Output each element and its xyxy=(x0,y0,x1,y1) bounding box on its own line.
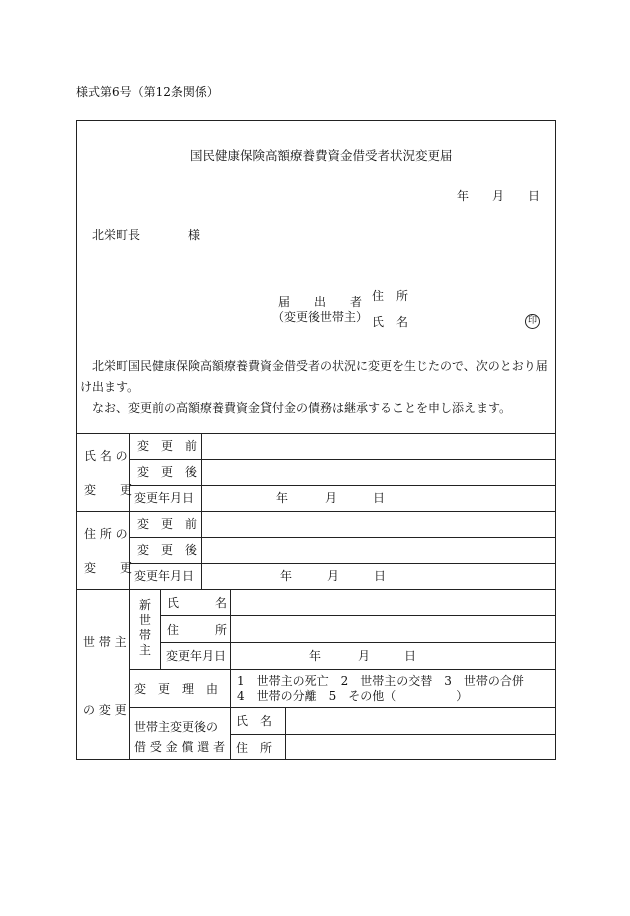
name-before-label: 変 更 前 xyxy=(137,439,198,453)
name-date-label: 変更年月日 xyxy=(134,491,195,505)
new-head-address-label: 住 所 xyxy=(167,623,228,637)
seal-mark: 印 xyxy=(525,314,540,329)
head-change-label-top: 世 帯 主 xyxy=(83,635,127,649)
repayer-label-line-2: 借 受 金 償 還 者 xyxy=(134,740,226,754)
form-title: 国民健康保険高額療養費資金借受者状況変更届 xyxy=(190,148,453,163)
repayer-label-line-1: 世帯主変更後の xyxy=(134,720,219,734)
name-change-label-top: 氏 名 の xyxy=(84,449,128,463)
repayer-name-label: 氏 名 xyxy=(236,714,273,728)
name-change-label-bottom: 変 更 xyxy=(84,483,133,497)
rule xyxy=(230,734,556,735)
rule xyxy=(129,537,556,538)
reason-label: 変 更 理 由 xyxy=(134,682,219,696)
reason-line-1: 1 世帯主の死亡 2 世帯主の交替 3 世帯の合併 xyxy=(237,674,524,688)
body-line-2: け出ます。 xyxy=(80,380,140,394)
addressee-name: 北栄町長 xyxy=(92,228,141,242)
address-change-label-bottom: 変 更 xyxy=(84,561,133,575)
rule xyxy=(76,589,556,590)
reason-line-2: 4 世帯の分離 5 その他（ ） xyxy=(237,689,469,703)
rule xyxy=(230,669,231,760)
head-date-year: 年 xyxy=(309,649,322,663)
new-head-char-3: 帯 xyxy=(139,628,152,642)
address-before-label: 変 更 前 xyxy=(137,517,198,531)
address-date-label: 変更年月日 xyxy=(134,569,195,583)
date-year: 年 xyxy=(457,189,470,203)
new-head-char-4: 主 xyxy=(139,643,152,657)
name-after-label: 変 更 後 xyxy=(137,465,198,479)
rule xyxy=(201,433,202,589)
address-date-day: 日 xyxy=(374,569,387,583)
table-top-line xyxy=(76,433,556,434)
addressee-honorific: 様 xyxy=(188,228,201,242)
new-head-name-label: 氏 名 xyxy=(167,596,228,610)
applicant-address-label: 住 所 xyxy=(372,289,409,303)
address-change-label-top: 住 所 の xyxy=(84,527,128,541)
new-head-char-2: 世 xyxy=(139,613,152,627)
head-date-day: 日 xyxy=(404,649,417,663)
applicant-sublabel: （変更後世帯主） xyxy=(272,310,369,324)
applicant-name-label: 氏 名 xyxy=(372,315,409,329)
rule xyxy=(230,589,231,669)
date-month: 月 xyxy=(492,189,505,203)
rule xyxy=(160,589,161,669)
repayer-address-label: 住 所 xyxy=(236,741,273,755)
name-date-day: 日 xyxy=(373,491,386,505)
rule xyxy=(129,707,556,708)
body-line-3: なお、変更前の高額療養費資金貸付金の債務は継承することを申し添えます。 xyxy=(92,401,512,415)
new-head-char-1: 新 xyxy=(139,598,152,612)
body-text xyxy=(80,356,550,419)
rule xyxy=(129,459,556,460)
address-after-label: 変 更 後 xyxy=(137,543,198,557)
new-head-date-label: 変更年月日 xyxy=(166,649,227,663)
rule xyxy=(76,511,556,512)
form-number: 様式第6号（第12条関係） xyxy=(76,85,219,99)
name-date-year: 年 xyxy=(276,491,289,505)
rule xyxy=(129,563,556,564)
date-day: 日 xyxy=(528,189,541,203)
body-line-1: 北栄町国民健康保険高額療養費資金借受者の状況に変更を生じたので、次のとおり届 xyxy=(92,359,548,373)
rule xyxy=(285,707,286,760)
head-date-month: 月 xyxy=(358,649,371,663)
applicant-label: 届 出 者 xyxy=(278,295,363,309)
rule xyxy=(160,615,556,616)
rule xyxy=(160,642,556,643)
name-date-month: 月 xyxy=(325,491,338,505)
rule xyxy=(129,485,556,486)
address-date-month: 月 xyxy=(327,569,340,583)
head-change-label-bottom: の 変 更 xyxy=(83,703,127,717)
rule xyxy=(129,669,556,670)
address-date-year: 年 xyxy=(280,569,293,583)
